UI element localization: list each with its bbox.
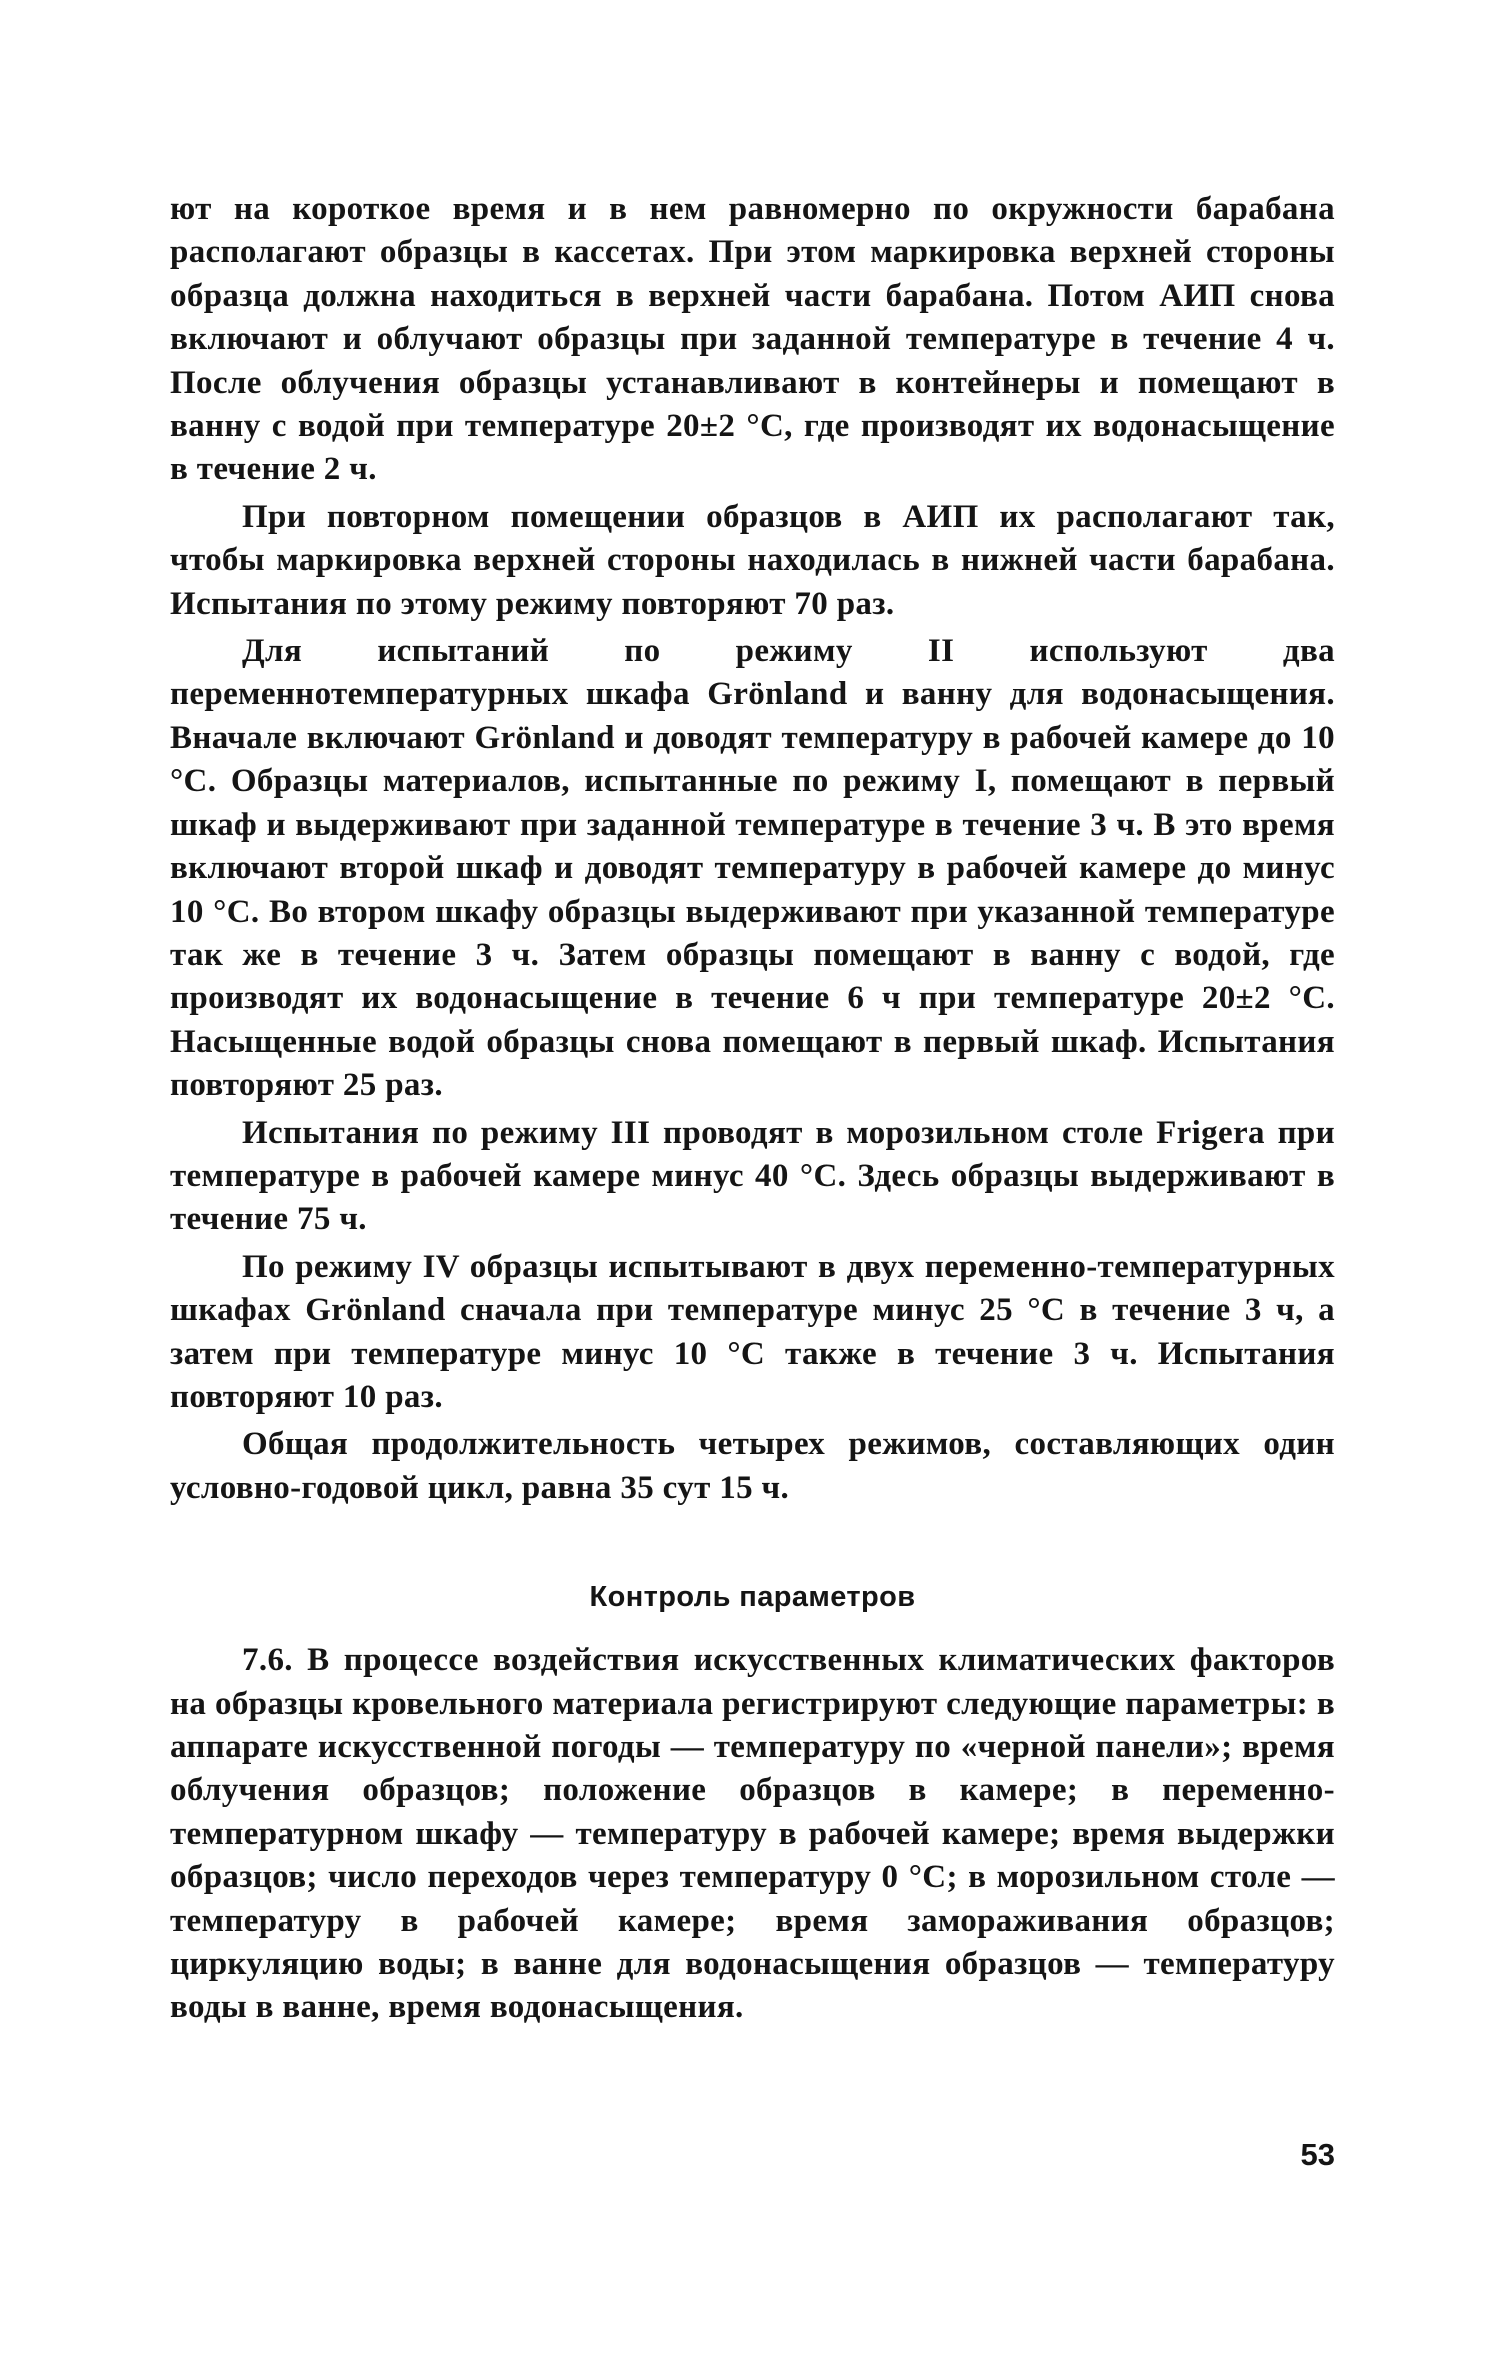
paragraph-mode-iii: Испытания по режиму III проводят в морозильном столе Frigera при температуре в рабочей камере минус 40 °С. Здесь образцы выдерживают в течение 75 ч. bbox=[170, 1114, 1335, 1238]
page-number: 53 bbox=[1300, 2137, 1335, 2172]
paragraph-mode-ii: Для испытаний по режиму II используют два переменнотемпературных шкафа Grönland и ванну для водонасыщения. Вначале включают Grönland и доводят температуру в рабочей камере до 10 °С. Образцы материалов, испытанные по режиму I, помещают в первый шкаф и выдерживают при заданной температуре в течение 3 ч. В это время включают второй шкаф и доводят температуру в рабочей камере до минус 10 °С. Во втором шкафу образцы выдерживают при указанной температуре так же в течение 3 ч. Затем образцы помещают в ванну с водой, где производят их водонасыщение в течение 6 ч при температуре 20±2 °С. Насыщенные водой образцы снова помещают в первый шкаф. Испытания повторяют 25 раз. bbox=[170, 633, 1335, 1104]
paragraph-repeat-placement: При повторном помещении образцов в АИП их располагают так, чтобы маркировка верхней стороны находилась в нижней части барабана. Испытания по этому режиму повторяют 70 раз. bbox=[170, 498, 1335, 622]
paragraph-mode-iv: По режиму IV образцы испытывают в двух переменно-температурных шкафах Grönland сначала при температуре минус 25 °С в течение 3 ч, а затем при температуре минус 10 °С также в течение 3 ч. Испытания повторяют 10 раз. bbox=[170, 1248, 1335, 1415]
paragraph-total-duration: Общая продолжительность четырех режимов, составляющих один условно-годовой цикл, равна 35 сут 15 ч. bbox=[170, 1426, 1335, 1506]
section-title: Контроль параметров bbox=[589, 1581, 916, 1614]
document-body bbox=[170, 188, 1335, 2034]
paragraph-continued: ют на короткое время и в нем равномерно по окружности барабана располагают образцы в кассетах. При этом маркировка верхней стороны образца должна находиться в верхней части барабана. Потом АИП снова включают и облучают образцы при заданной температуре в течение 4 ч. После облучения образцы устанавливают в контейнеры и помещают в ванну с водой при температуре 20±2 °С, где производят их водонасыщение в течение 2 ч. bbox=[170, 191, 1335, 488]
paragraph-7-6: 7.6. В процессе воздействия искусственных климатических факторов на образцы кровельного материала регистрируют следующие параметры: в аппарате искусственной погоды — температуру по «черной панели»; время облучения образцов; положение образцов в камере; в переменно-температурном шкафу — температуру в рабочей камере; время выдержки образцов; число переходов через температуру 0 °С; в морозильном столе — температуру в рабочей камере; время замораживания образцов; циркуляцию воды; в ванне для водонасыщения образцов — температуру воды в ванне, время водонасыщения. bbox=[170, 1642, 1335, 2026]
